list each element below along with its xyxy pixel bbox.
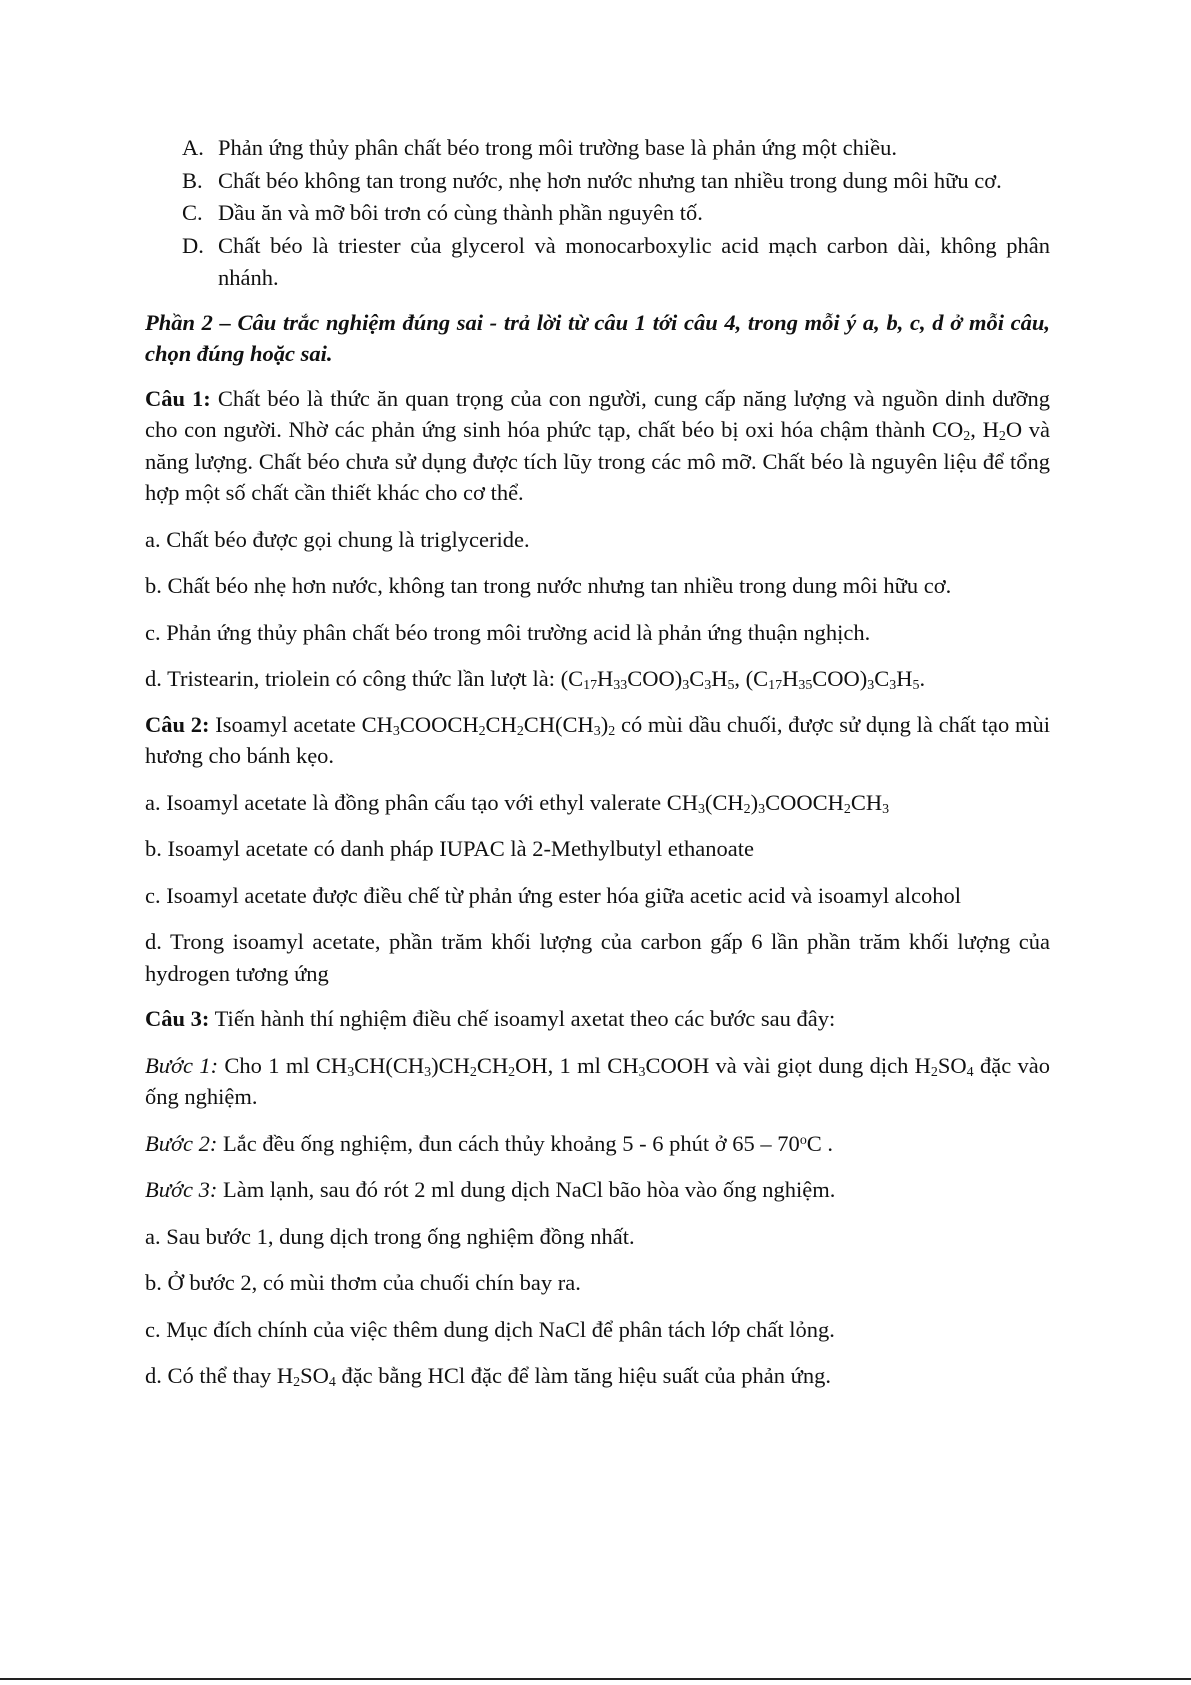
option-letter: D. <box>182 232 204 258</box>
document-page <box>145 132 1050 1392</box>
question-2-label: Câu 2: <box>145 711 210 737</box>
question-2-statement-b: b. Isoamyl acetate có danh pháp IUPAC là 2-Methylbutyl ethanoate <box>145 836 755 861</box>
answer-options <box>145 132 1050 295</box>
step-1: Bước 1: Cho 1 ml $CH_3CH(CH_3)CH_2CH_2OH$, 1 ml $CH_3COOH$ và vài giọt dung dịch $H_2SO_4$ đặc vào ống nghiệm. <box>145 1052 1050 1109</box>
question-3-statement-b: b. Ở bước 2, có mùi thơm của chuối chín bay ra. <box>145 1270 581 1295</box>
option-letter: A. <box>182 135 204 160</box>
question-1-statement-c: c. Phản ứng thủy phân chất béo trong môi trường acid là phản ứng thuận nghịch. <box>145 619 871 645</box>
step-2 <box>145 1128 1050 1160</box>
stem-text: O và năng lượng. Chất béo chưa sử dụng được tích lũy trong các mô mỡ. Chất béo là nguyên liệu để tổng hợp một số chất cần thiết khác cho cơ thể. <box>145 417 1050 505</box>
step-text: C . <box>806 1130 834 1156</box>
section-2-title: Phần 2 – Câu trắc nghiệm đúng sai - trả lời từ câu 1 tới câu 4, trong mỗi ý a, b, c, d ở mỗi câu, chọn đúng hoặc sai. <box>145 309 1050 366</box>
step-1-label: Bước 1: <box>145 1052 219 1078</box>
option-text: Dầu ăn và mỡ bôi trơn có cùng thành phần nguyên tố. <box>218 200 703 225</box>
statement-text: d. Tristearin, triolein có công thức lần lượt là: <box>145 666 561 691</box>
stem-text: , H <box>970 417 999 442</box>
option-text: Phản ứng thủy phân chất béo trong môi trường base là phản ứng một chiều. <box>218 135 897 160</box>
question-1-statement-a: a. Chất béo được gọi chung là triglyceride. <box>145 526 530 552</box>
stem-text: Tiến hành thí nghiệm điều chế isoamyl axetat theo các bước sau đây: <box>209 1006 836 1031</box>
step-2-label: Bước 2: <box>145 1130 218 1156</box>
statement-text: đặc bằng HCl đặc để làm tăng hiệu suất của phản ứng. <box>335 1363 831 1388</box>
option-b <box>145 165 1050 198</box>
option-a <box>145 132 1050 165</box>
question-3-statement-c: c. Mục đích chính của việc thêm dung dịch NaCl để phân tách lớp chất lỏng. <box>145 1316 835 1342</box>
option-text: Chất béo là triester của glycerol và monocarboxylic acid mạch carbon dài, không phân nhánh. <box>218 232 1050 290</box>
question-1-statement-b: b. Chất béo nhẹ hơn nước, không tan trong nước nhưng tan nhiều trong dung môi hữu cơ. <box>145 573 952 598</box>
step-3 <box>145 1174 1050 1206</box>
stem-text: có mùi dầu chuối, được sử dụng là chất tạo mùi hương cho bánh kẹo. <box>145 711 1050 768</box>
question-3-label: Câu 3: <box>145 1006 210 1031</box>
degree-mark: o <box>799 1132 807 1148</box>
question-1-statement-d: d. Tristearin, triolein có công thức lần lượt là: $(C_{17}H_{33}COO)_3C_3H_5$, $(C_{17}H_{35}COO)_3C_3H_5$. <box>145 666 926 694</box>
stem-text: Isoamyl acetate <box>209 711 362 737</box>
step-text: đặc vào ống nghiệm. <box>145 1052 1050 1109</box>
question-2-statement-a: a. Isoamyl acetate là đồng phân cấu tạo với ethyl valerate $CH_3(CH_2)_3COOCH_2CH_3$ <box>145 789 890 817</box>
option-c <box>145 197 1050 230</box>
question-3-stem <box>145 1003 1050 1035</box>
step-text: và vài giọt dung dịch <box>709 1052 915 1078</box>
question-3-statement-d: d. Có thể thay $H_2SO_4$ đặc bằng HCl đặc để làm tăng hiệu suất của phản ứng. <box>145 1363 831 1391</box>
question-2-statement-c: c. Isoamyl acetate được điều chế từ phản ứng ester hóa giữa acetic acid và isoamyl alcohol <box>145 882 961 908</box>
question-3-statement-a: a. Sau bước 1, dung dịch trong ống nghiệm đồng nhất. <box>145 1223 635 1249</box>
option-letter: B. <box>182 167 203 193</box>
step-text: Làm lạnh, sau đó rót 2 ml dung dịch NaCl bão hòa vào ống nghiệm. <box>217 1177 836 1202</box>
option-text: Chất béo không tan trong nước, nhẹ hơn nước nhưng tan nhiều trong dung môi hữu cơ. <box>218 167 1002 193</box>
option-letter: C. <box>182 200 203 225</box>
step-text: , 1 ml <box>547 1052 608 1078</box>
footer-divider <box>0 1678 1191 1680</box>
question-2-statement-d: d. Trong isoamyl acetate, phần trăm khối lượng của carbon gấp 6 lần phần trăm khối lượng của hydrogen tương ứng <box>145 929 1050 986</box>
step-text: Lắc đều ống nghiệm, đun cách thủy khoảng 5 - 6 phút ở 65 – 70 <box>217 1130 800 1156</box>
question-2-stem: Câu 2: Isoamyl acetate $CH_3COOCH_2CH_2CH(CH_3)_2$ có mùi dầu chuối, được sử dụng là chất tạo mùi hương cho bánh kẹo. <box>145 711 1050 768</box>
statement-text: d. Có thể thay <box>145 1363 277 1388</box>
stem-text: Chất béo là thức ăn quan trọng của con người, cung cấp năng lượng và nguồn dinh dưỡng cho con người. Nhờ các phản ứng sinh hóa phức tạp, chất béo bị oxi hóa chậm thành CO <box>145 385 1051 442</box>
statement-text: a. Isoamyl acetate là đồng phân cấu tạo với ethyl valerate <box>145 789 667 815</box>
option-d <box>145 230 1050 295</box>
step-text: Cho 1 ml <box>218 1052 316 1078</box>
question-1-label: Câu 1: <box>145 385 211 411</box>
question-1-stem: Câu 1: Chất béo là thức ăn quan trọng của con người, cung cấp năng lượng và nguồn dinh dưỡng cho con người. Nhờ các phản ứng sinh hóa phức tạp, chất béo bị oxi hóa chậm thành $CO_2$, $H_2O$ và năng lượng. Chất béo chưa sử dụng được tích lũy trong các mô mỡ. Chất béo là nguyên liệu để tổng hợp một số chất cần thiết khác cho cơ thể. <box>145 385 1051 505</box>
step-3-label: Bước 3: <box>145 1177 218 1202</box>
